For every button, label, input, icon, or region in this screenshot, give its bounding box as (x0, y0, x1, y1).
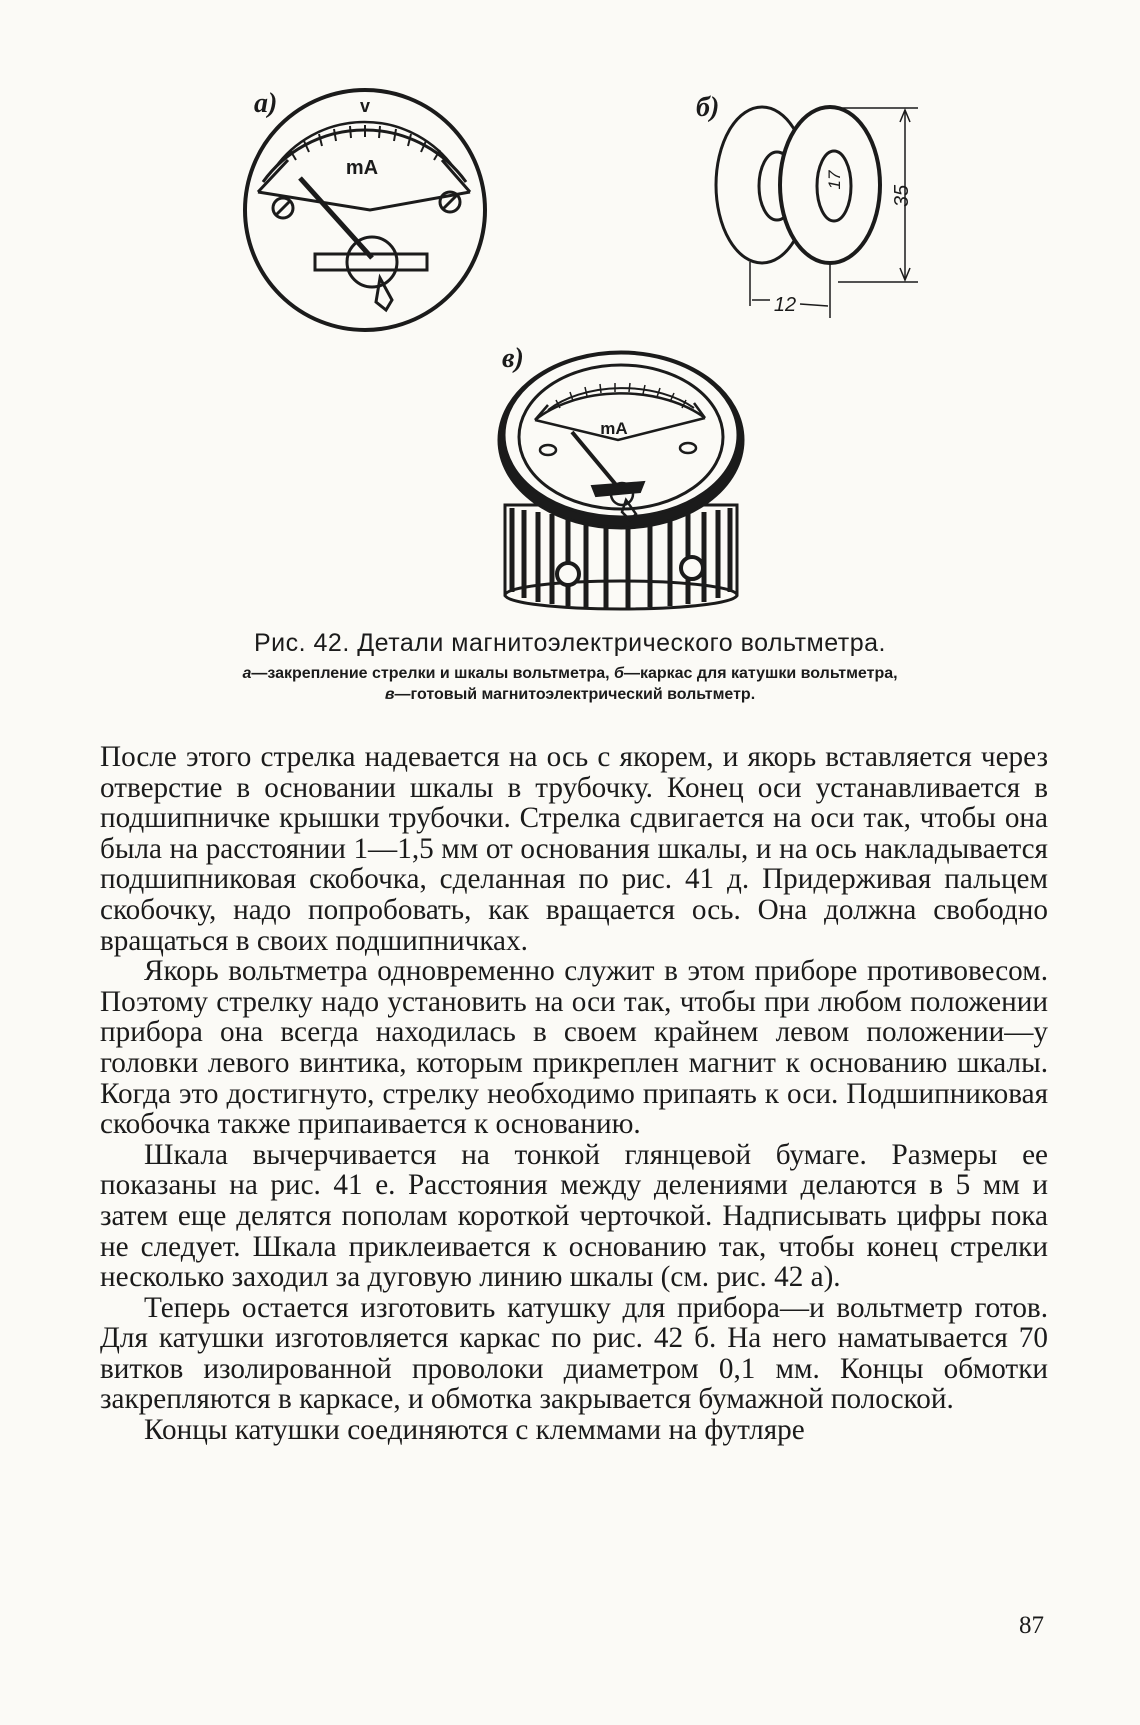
dimension-35-label: 35 (891, 184, 913, 208)
paragraph-1: После этого стрелка надевается на ось с якорем, и якорь вставляется через отверстие в основании шкалы в трубочку. Конец оси устанавливается в подшипничке крышки трубочки. Стрелка сдвигается на оси так, чтобы она была на расстоянии 1—1,5 мм от основания шкалы, и на ось накладывается подшипниковая скобочка, сделанная по рис. 41 д. Придерживая пальцем скобочку, надо попробовать, как вращается ось. Она должна свободно вращаться в своих подшипничках. (100, 741, 1048, 957)
caption-letter-v: в (384, 686, 395, 703)
figure-label-b: б) (696, 92, 720, 123)
figure-label-a: a) (254, 88, 278, 119)
caption-letter-a: а (242, 665, 252, 682)
caption-part-v: —готовый магнитоэлектрический вольтметр. (394, 686, 756, 703)
caption-part-a: —закрепление стрелки и шкалы вольтметра, (251, 665, 610, 682)
paragraph-3: Шкала вычерчивается на тонкой глянцевой бумаге. Размеры ее показаны на рис. 41 е. Расстояния между делениями делаются в 5 мм и затем еще делятся пополам короткой черточкой. Надписывать цифры пока не следует. Шкала приклеивается к основанию так, чтобы конец стрелки несколько заходил за дуговую линию шкалы (см. рис. 42 а). (100, 1138, 1048, 1294)
meter-unit-label-a: mA (345, 157, 379, 179)
figure-42 (0, 0, 1140, 703)
caption-letter-b: б (614, 665, 624, 682)
coil-frame-drawing (716, 107, 918, 318)
meter-scale-mark: v (359, 96, 371, 116)
page-number: 87 (1019, 1612, 1044, 1639)
meter-face-drawing (245, 90, 485, 330)
figure-caption-title: Рис. 42. Детали магнитоэлектрического вольтметра. (254, 629, 886, 657)
paragraph-4: Теперь остается изготовить катушку для прибора—и вольтметр готов. Для катушки изготовляется каркас по рис. 42 б. На него наматывается 70 витков изолированной проволоки диаметром 0,1 мм. Концы обмотки закрепляются в каркасе, и обмотка закрывается бумажной полоской. (100, 1291, 1048, 1416)
figure-caption-line-1 (0, 665, 1140, 683)
figure-drawing (0, 0, 1140, 620)
paragraph-2: Якорь вольтметра одновременно служит в этом приборе противовесом. Поэтому стрелку надо установить на оси так, чтобы при любом положении прибора она всегда находилась в своем крайнем левом положении—у головки левого винтика, которым прикреплен магнит к основанию шкалы. Когда это достигнуто, стрелку необходимо припаять к оси. Подшипниковая скобочка также припаивается к основанию. (100, 955, 1048, 1141)
body-text (100, 742, 1048, 1446)
finished-voltmeter-drawing (499, 352, 743, 609)
caption-part-b: —каркас для катушки вольтметра, (623, 665, 898, 682)
figure-label-v: в) (502, 343, 524, 374)
dimension-12-label: 12 (773, 294, 797, 316)
meter-unit-label-v: mA (600, 419, 628, 438)
paragraph-5: Концы катушки соединяются с клеммами на футляре (144, 1414, 805, 1447)
dimension-17-label: 17 (825, 170, 844, 190)
figure-caption-line-2 (0, 686, 1140, 704)
